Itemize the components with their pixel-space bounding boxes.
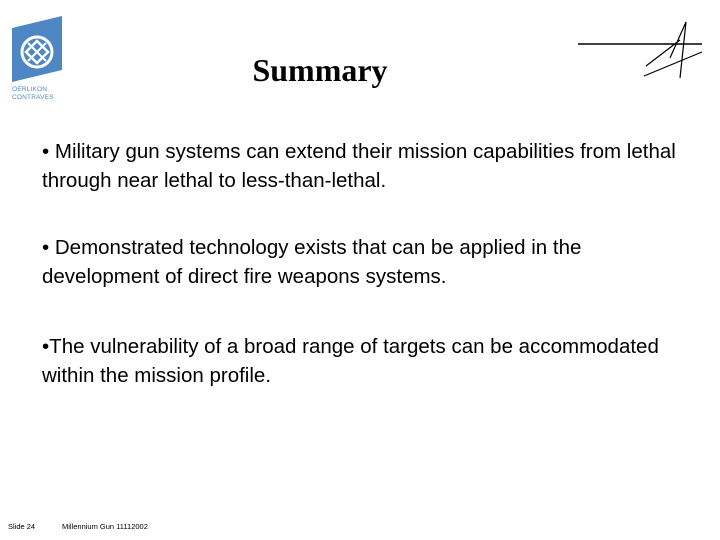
footer-presentation-name: Millennium Gun 11112002 bbox=[62, 522, 148, 531]
logo-text-line2: CONTRAVES bbox=[12, 94, 54, 101]
slide-title bbox=[0, 52, 640, 89]
corner-emblem-icon bbox=[574, 18, 706, 82]
slide-title-text: Summary bbox=[252, 52, 388, 88]
footer-slide-number: Slide 24 bbox=[8, 522, 36, 531]
logo-text-line1: OERLIKON bbox=[12, 86, 48, 93]
bullet-point-3: •The vulnerability of a broad range of targets can be accommodated within the mission profile. bbox=[42, 335, 659, 387]
bullet-point-2: • Demonstrated technology exists that can be applied in the development of direct fire weapons systems. bbox=[42, 236, 582, 288]
bullet-point-1: • Military gun systems can extend their mission capabilities from lethal through near lethal to less-than-lethal. bbox=[42, 140, 676, 192]
